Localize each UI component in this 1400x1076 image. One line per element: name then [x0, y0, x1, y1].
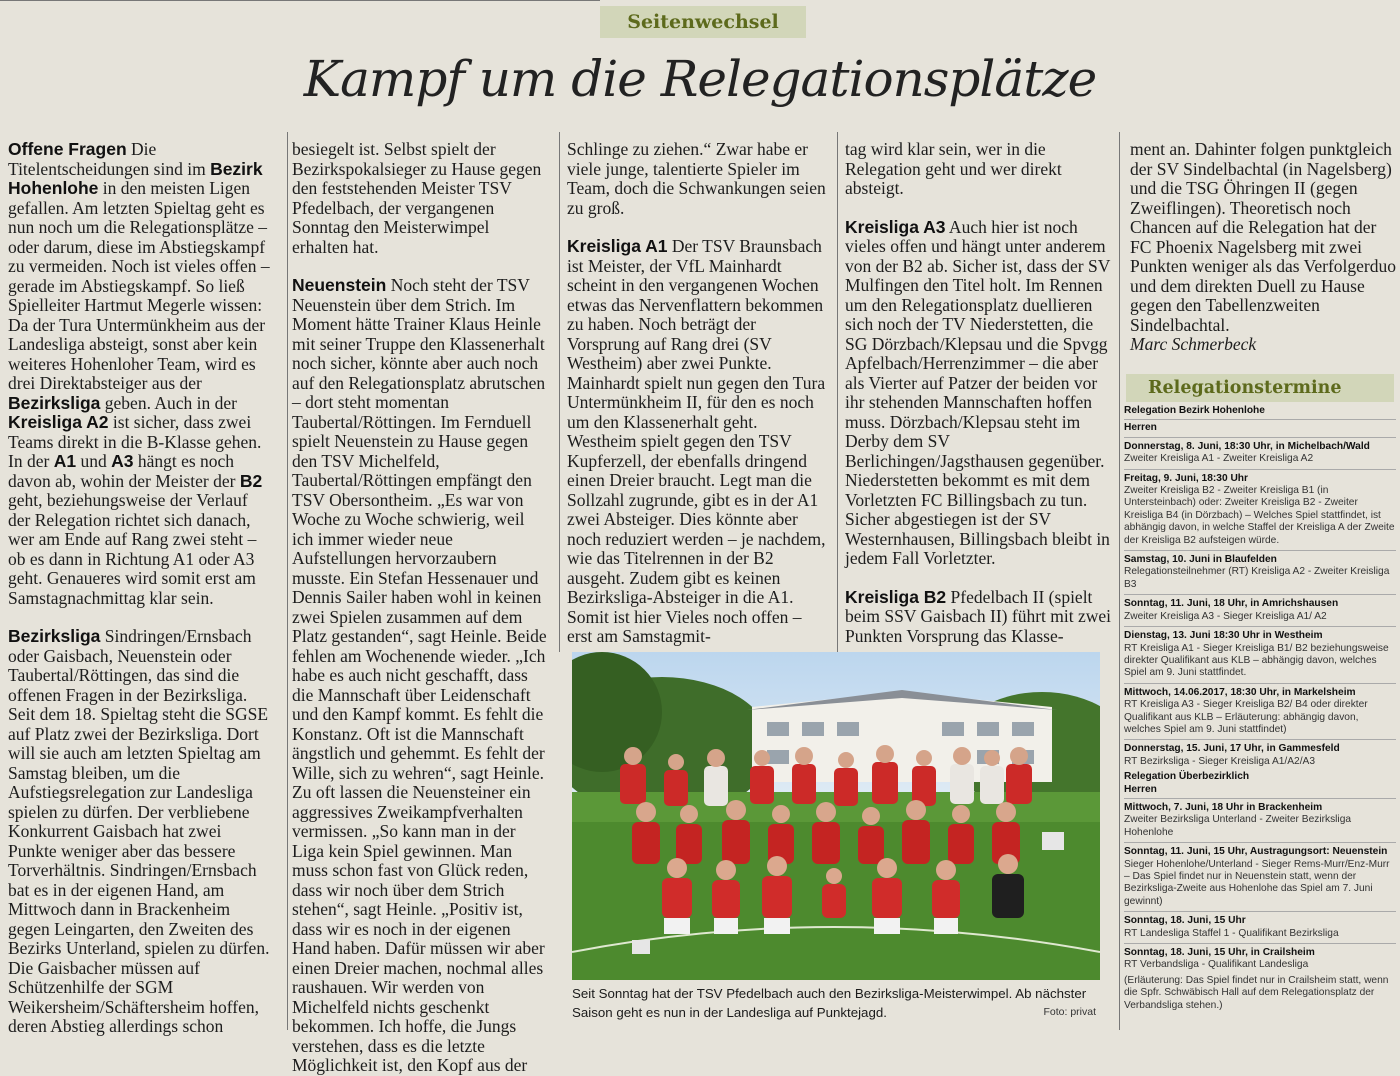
team-photo	[572, 652, 1100, 980]
schedule-date: Mittwoch, 14.06.2017, 18:30 Uhr, in Markelsheim	[1124, 686, 1356, 698]
schedule-date: Sonntag, 11. Juni, 15 Uhr, Austragungsort: Neuenstein	[1124, 846, 1388, 858]
text-run: ist sicher, dass zwei Teams direkt in die B-Klasse gehen. In der	[8, 412, 262, 471]
schedule-match: Relegationsteilnehmer (RT) Kreisliga A2 - Zweiter Kreisliga B3	[1124, 566, 1390, 590]
paragraph-lead: Neuenstein	[292, 275, 387, 295]
article-column-1	[8, 140, 273, 1037]
photo-caption-text: Seit Sonntag hat der TSV Pfedelbach auch den Bezirksliga-Meisterwimpel. Ab nächster Saison geht es nun in der Landesliga auf Punktejagd.	[572, 986, 1087, 1020]
schedule-group-label: Herren	[1124, 422, 1157, 434]
schedule-match: Zweiter Kreisliga B2 - Zweiter Kreisliga B1 (in Untersteinbach) oder: Zweiter Kreisliga B2 - Zweiter Kreisliga B4 (in Dörzbach) – Welches Spiel stattfindet, ist abhängig davon, in welche Staffel der Kreisliga A der Zweite der Kreisliga B2 aufsteigen würde.	[1124, 485, 1395, 546]
paragraph-kreisliga-a1	[567, 237, 829, 647]
text-run: geben. Auch in der	[100, 392, 237, 413]
paragraph-bezirksliga	[8, 627, 273, 1037]
paragraph-offene-fragen	[8, 140, 273, 608]
text-run: Sindringen/Ernsbach oder Gaisbach, Neuenstein oder Taubertal/Röttingen, das sind die offenen Fragen in der Bezirksliga. Seit dem 18. Spieltag steht die SGSE auf Platz zwei der Bezirksliga. Dort will sie auch am letzten Spieltag am Samstag bleiben, um die Aufstiegsrelegation zur Landesliga spielen zu dürfen. Der verbliebene Konkurrent Gaisbach hat zwei Punkte weniger aber das bessere Torverhältnis. Sindringen/Ernsbach bat es in der eigenen Hand, am Mittwoch dann in Brackenheim gegen Leingarten, den Zweiten des Bezirks Unterland, spielen zu dürfen. Die Gaisbacher müssen auf Schützenhilfe der SGM Weikersheim/Schäftersheim hoffen, deren Abstieg allerdings schon	[8, 626, 270, 1036]
divider	[1124, 469, 1396, 470]
article-column-3	[567, 140, 829, 647]
paragraph-lead: Kreisliga A1	[567, 236, 668, 256]
divider	[1124, 798, 1396, 799]
divider	[1124, 594, 1396, 595]
text-emphasis: B2	[239, 470, 263, 491]
article-column-4	[845, 140, 1111, 646]
sidebar-title: Relegationstermine	[1126, 374, 1394, 402]
column-divider	[1119, 132, 1120, 1030]
schedule-list-hohenlohe	[1124, 437, 1396, 768]
divider	[1124, 437, 1396, 438]
divider	[1124, 739, 1396, 740]
page-title: Kampf um die Relegationsplätze	[303, 50, 1097, 108]
paragraph-lead: Bezirksliga	[8, 626, 101, 646]
divider	[1124, 842, 1396, 843]
schedule-match: Sieger Hohenlohe/Unterland - Sieger Rems-Murr/Enz-Murr – Das Spiel findet nur in Neuenstein statt, wenn der Bezirksliga-Zweite aus Hohenlohe das Spiel am 7. Juni gewinnt)	[1124, 858, 1390, 907]
text-emphasis: Kreisliga A2	[8, 412, 109, 432]
section-kicker: Seitenwechsel	[600, 6, 806, 38]
divider	[1124, 683, 1396, 684]
paragraph-kreisliga-a3	[845, 218, 1111, 569]
text-run: Pfedelbach II (spielt beim SSV Gaisbach II) führt mit zwei Punkten Vorsprung das Klasse-	[845, 586, 1112, 646]
text-emphasis: A1	[53, 451, 77, 471]
divider	[1124, 943, 1396, 944]
schedule-date: Donnerstag, 15. Juni, 17 Uhr, in Gammesfeld	[1124, 743, 1340, 755]
paragraph-continued: ment an. Dahinter folgen punktgleich der SV Sindelbachtal (in Nagelsberg) und die TSG Öhringen II (gegen Zweiflingen). Theoretisch noch Chancen auf die Relegation hat der FC Phoenix Nagelsberg mit zwei Punkten weniger als das Verfolgerduo und dem direkten Duell zu Hause gegen den Tabellenzweiten Sindelbachtal.	[1130, 139, 1397, 335]
paragraph-lead: Kreisliga A3	[845, 216, 946, 237]
relegation-schedule-box	[1124, 405, 1396, 1031]
paragraph-lead: Kreisliga B2	[845, 586, 947, 607]
schedule-section-title: Relegation Überbezirklich	[1124, 771, 1250, 783]
schedule-match: Zweiter Kreisliga A1 - Zweiter Kreisliga A2	[1124, 453, 1314, 465]
schedule-match: RT Kreisliga A1 - Sieger Kreisliga B1/ B2 beziehungsweise direkter Qualifikant aus KLB – abhängig davon, welches Spiel am 9. Juni stattfindet.	[1124, 642, 1389, 679]
article-column-5	[1130, 140, 1396, 355]
paragraph-lead: Offene Fragen	[8, 139, 127, 159]
schedule-date: Dienstag, 13. Juni 18:30 Uhr in Westheim	[1124, 630, 1323, 642]
schedule-date: Sonntag, 18. Juni, 15 Uhr	[1124, 915, 1246, 927]
text-run: hängt es noch davon ab, wohin der Meister der	[8, 451, 240, 491]
schedule-match: RT Landesliga Staffel 1 - Qualifikant Bezirksliga	[1124, 927, 1339, 939]
text-emphasis: Bezirksliga	[8, 392, 101, 413]
paragraph-neuenstein	[292, 276, 550, 1076]
column-divider	[559, 132, 560, 652]
divider	[1124, 911, 1396, 912]
schedule-group-label: Herren	[1124, 783, 1157, 795]
text-run: geht, beziehungsweise der Verlauf der Relegation richtet sich danach, wer am Ende auf Rang zwei steht – ob es dann in Richtung A1 oder A3 geht. Genaueres wird somit erst am Samstagnachmittag klar sein.	[8, 490, 257, 608]
article-column-2	[292, 140, 550, 1076]
text-emphasis: A3	[111, 451, 134, 471]
schedule-match: Zweiter Kreisliga A3 - Sieger Kreisliga A1/ A2	[1124, 610, 1327, 622]
schedule-date: Sonntag, 11. Juni, 18 Uhr, in Amrichshausen	[1124, 598, 1339, 610]
schedule-section-title: Relegation Bezirk Hohenlohe	[1124, 405, 1265, 416]
paragraph-continued: tag wird klar sein, wer in die Relegation geht und wer direkt absteigt.	[845, 139, 1062, 198]
divider	[1124, 626, 1396, 627]
paragraph-kreisliga-b2	[845, 588, 1111, 647]
text-run: Noch steht der TSV Neuenstein über dem Strich. Im Moment hätte Trainer Klaus Heinle mit seiner Truppe den Klassenerhalt noch sicher, könnte aber auch noch auf den Relegationsplatz abrutschen – dort steht momentan Taubertal/Röttingen. Im Fernduell spielt Neuenstein zu Hause gegen den TSV Michelfeld, Taubertal/Röttingen empfängt den TSV Obersontheim. „Es war von Woche zu Woche schwierig, weil ich immer wieder neue Aufstellungen hervorzaubern musste. Ein Stefan Hessenauer und Dennis Sailer haben wohl in keinen zwei Spielen zusammen auf dem Platz gestanden“, sagt Heinle. Beide fehlen am Wochenende wieder. „Ich habe es auch nicht geschafft, dass die Mannschaft über Leidenschaft und den Kampf kommt. Es fehlt die Konstanz. Oft ist die Mannschaft ängstlich und gehemmt. Es fehlt der Wille, sich zu wehren“, sagt Heinle. Zu oft lassen die Neuensteiner ein aggressives Zweikampfverhalten vermissen. „So kann man in der Liga kein Spiel gewinnen. Man muss schon fast von Glück reden, dass wir noch über dem Strich stehen“, sagt Heinle. „Positiv ist, dass wir es noch in der eigenen Hand haben. Dafür müssen wir aber einen Dreier machen, nochmal alles raushauen. Wir werden von Michelfeld nichts geschenkt bekommen. Ich hoffe, die Jungs verstehen, dass es die letzte Möglichkeit ist, den Kopf aus der	[292, 275, 547, 1075]
divider	[1124, 550, 1396, 551]
column-divider	[837, 132, 838, 652]
text-run: Der TSV Braunsbach ist Meister, der VfL Mainhardt scheint in den vergangenen Wochen etwas das Nervenflattern bekommen zu haben. Noch beträgt der Vorsprung auf Rang drei (SV Westheim) aber zwei Punkte. Mainhardt spielt nun gegen den Tura Untermünkheim II, für den es noch um den Klassenerhalt geht. Westheim spielt gegen den TSV Kupferzell, der ebenfalls dringend einen Dreier braucht. Legt man die Sollzahl zugrunde, gibt es in der A1 zwei Absteiger. Dies könnte aber noch reduziert werden – je nachdem, wie das Titelrennen in der B2 ausgeht. Zudem gibt es keinen Bezirksliga-Absteiger in die A1. Somit ist hier Vieles noch offen – erst am Samstagmit-	[567, 236, 826, 646]
schedule-date: Donnerstag, 8. Juni, 18:30 Uhr, in Michelbach/Wald	[1124, 440, 1370, 452]
team-photo-illustration	[572, 652, 1100, 980]
photo-caption	[572, 984, 1100, 1022]
author-byline: Marc Schmerbeck	[1130, 334, 1257, 354]
text-run: und	[76, 451, 112, 471]
top-rule	[0, 0, 600, 1]
schedule-date: Samstag, 10. Juni in Blaufelden	[1124, 554, 1277, 566]
text-emphasis: Bezirk Hohenlohe	[8, 158, 263, 198]
paragraph-continued: besiegelt ist. Selbst spielt der Bezirkspokalsieger zu Hause gegen den feststehenden Meister TSV Pfedelbach, der vergangenen Sonntag den Meisterwimpel erhalten hat.	[292, 139, 542, 257]
text-run: Auch hier ist noch vieles offen und hängt unter anderem von der B2 ab. Sicher ist, dass der SV Mulfingen den Titel holt. Im Rennen um den Relegationsplatz duellieren sich noch der TV Niederstetten, die SG Dörzbach/Klepsau und die Spvgg Apfelbach/Herrenzimmer – die aber als Vierter auf Patzer der beiden vor ihr stehenden Mannschaften hoffen muss. Dörzbach/Klepsau steht im Derby dem SV Berlichingen/Jagsthausen gegenüber. Niederstetten bekommt es mit dem Vorletzten FC Billingsbach zu tun. Sicher abgestiegen ist der SV Westernhausen, Billingsbach bleibt in jedem Fall Vorletzter.	[845, 216, 1111, 568]
schedule-match: RT Verbandsliga - Qualifikant Landesliga	[1124, 959, 1309, 971]
schedule-match: RT Kreisliga A3 - Sieger Kreisliga B2/ B4 oder direkter Qualifikant aus KLB – Erläuterung: abhängig davon, welches Spiel am 9. Juni stattfindet)	[1124, 699, 1368, 735]
text-run: in den meisten Ligen gefallen. Am letzten Spieltag geht es nun noch um die Relegationsplätze – oder darum, diese im Abstiegskampf zu vermeiden. Noch ist vieles offen – gerade im Abstiegskampf. So ließ Spielleiter Hartmut Megerle wissen: Da der Tura Untermünkheim aus der Landesliga absteigt, sonst aber kein weiteres Hohenloher Team, wird es drei Direktabsteiger aus der	[8, 178, 270, 393]
paragraph-continued: Schlinge zu ziehen.“ Zwar habe er viele junge, talentierte Spieler im Team, doch die Schwankungen seien zu groß.	[567, 139, 826, 218]
schedule-list-ueberbezirklich	[1124, 798, 1396, 972]
schedule-match: RT Bezirksliga - Sieger Kreisliga A1/A2/A3	[1124, 755, 1316, 767]
divider	[1124, 419, 1396, 420]
text-run: Die Titelentscheidungen sind im	[8, 139, 211, 179]
schedule-match: Zweiter Bezirksliga Unterland - Zweiter Bezirksliga Hohenlohe	[1124, 814, 1352, 838]
schedule-date: Mittwoch, 7. Juni, 18 Uhr in Brackenheim	[1124, 801, 1323, 813]
schedule-date: Freitag, 9. Juni, 18:30 Uhr	[1124, 472, 1248, 484]
photo-credit: Foto: privat	[1043, 1006, 1096, 1018]
column-divider	[287, 132, 288, 1030]
schedule-date: Sonntag, 18. Juni, 15 Uhr, in Crailsheim	[1124, 947, 1315, 959]
schedule-footnote: (Erläuterung: Das Spiel findet nur in Crailsheim statt, wenn die Spfr. Schwäbisch Hall auf dem Relegationsplatz der Verbandsliga stehen.)	[1124, 974, 1389, 1011]
